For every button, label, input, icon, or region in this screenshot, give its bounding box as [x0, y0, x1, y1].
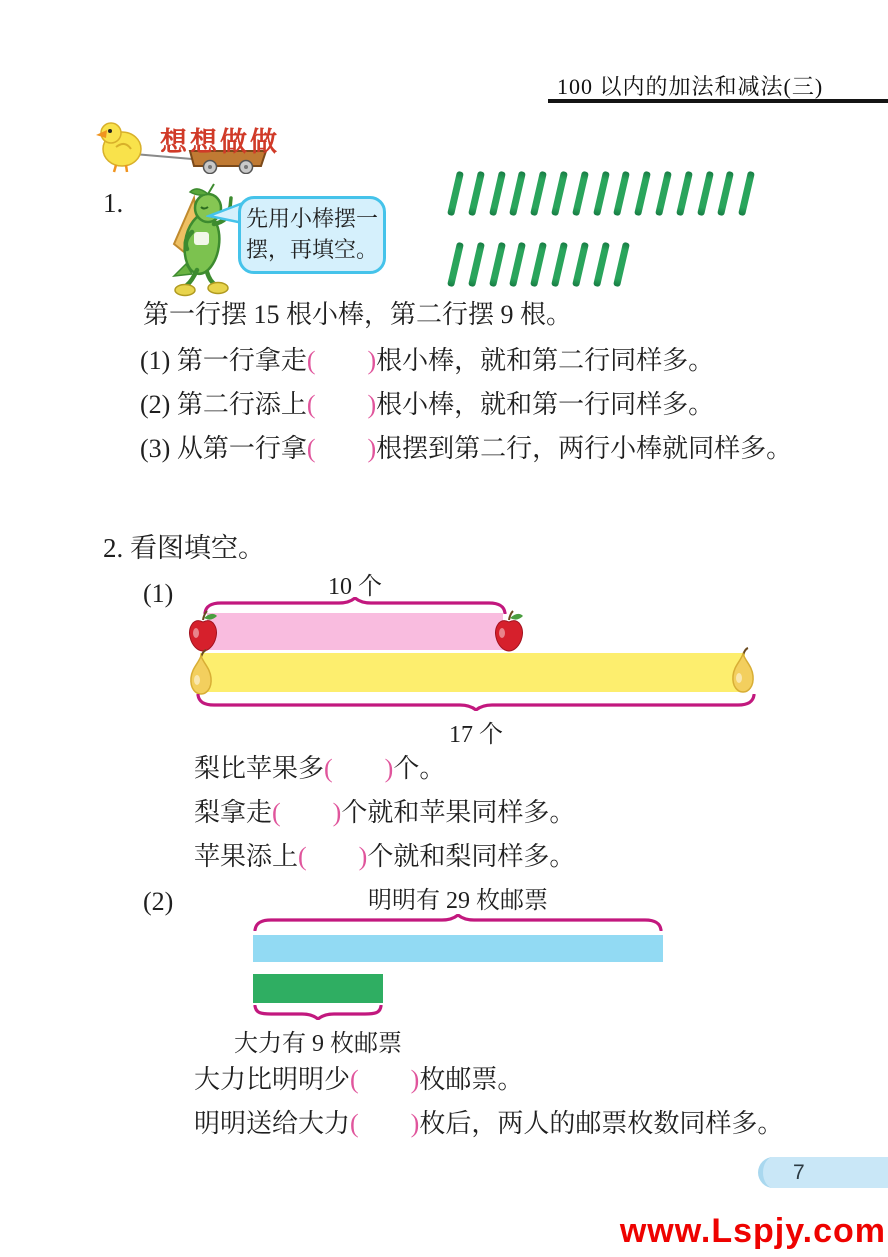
stick-icon [655, 171, 672, 216]
q1-item-1 [140, 339, 817, 383]
stick-icon [447, 171, 464, 216]
stick-icon [447, 242, 464, 287]
question2-number: 2. [103, 533, 124, 563]
part1-line-2-gap: ( ) [272, 798, 342, 827]
apples-bar [207, 613, 503, 650]
stick-icon [593, 171, 610, 216]
q2-part1-lines [194, 747, 575, 879]
page-number-pill [758, 1157, 888, 1188]
pears-bar [200, 653, 745, 692]
apples-brace [203, 597, 507, 614]
sticks-row-1 [452, 171, 764, 216]
part2-line-2 [194, 1102, 783, 1146]
q1-item-3-post: 根摆到第二行，两行小棒就同样多。 [376, 434, 793, 463]
stick-icon [634, 171, 651, 216]
pear-icon-left [186, 648, 216, 696]
stick-icon [509, 242, 526, 287]
mingming-stamps-bar [253, 935, 663, 962]
stick-icon [697, 171, 714, 216]
q1-item-1-post: 根小棒，就和第二行同样多。 [376, 346, 715, 375]
stick-icon [468, 242, 485, 287]
q1-item-2-post: 根小棒，就和第一行同样多。 [376, 390, 715, 419]
part2-line-1-pre: 大力比明明少 [194, 1065, 351, 1094]
stick-icon [551, 171, 568, 216]
pears-brace [196, 694, 756, 711]
stick-icon [738, 171, 755, 216]
q1-item-3-gap: ( ) [306, 434, 377, 463]
q1-item-3 [140, 427, 817, 471]
dali-stamps-bar [253, 974, 383, 1003]
bubble-line-1: 先用小棒摆一 [246, 206, 379, 231]
chapter-header: 100 以内的加法和减法(三) [557, 74, 824, 99]
part1-line-1-post: 个。 [393, 754, 446, 783]
stick-icon [572, 171, 589, 216]
q1-item-2 [140, 383, 817, 427]
stick-icon [572, 242, 589, 287]
part1-line-2-pre: 梨拿走 [194, 798, 273, 827]
part2-line-1 [194, 1058, 783, 1102]
stick-icon [468, 171, 485, 216]
question2-title: 看图填空。 [130, 533, 265, 563]
part2-line-1-post: 枚邮票。 [419, 1065, 524, 1094]
part2-line-2-post: 枚后，两人的邮票枚数同样多。 [419, 1109, 784, 1138]
part2-line-1-gap: ( ) [350, 1065, 420, 1094]
stick-icon [509, 171, 526, 216]
page-number: 7 [793, 1160, 805, 1184]
stick-icon [489, 171, 506, 216]
q2-part1-label: (1) [143, 579, 174, 608]
part2-line-2-pre: 明明送给大力 [194, 1109, 351, 1138]
stick-icon [593, 242, 610, 287]
dali-stamps-label: 大力有 9 枚邮票 [234, 1031, 402, 1057]
apple-icon-right [492, 609, 526, 653]
q1-item-2-pre: (2) 第二行添上 [140, 390, 307, 419]
apples-count-label: 10 个 [328, 574, 382, 600]
q1-item-3-pre: (3) 从第一行拿 [140, 434, 307, 463]
part1-line-3-post: 个就和梨同样多。 [367, 842, 576, 871]
stick-icon [551, 242, 568, 287]
stick-icon [676, 171, 693, 216]
stick-icon [489, 242, 506, 287]
stick-icon [613, 171, 630, 216]
part1-line-3-gap: ( ) [298, 842, 368, 871]
part1-line-1-pre: 梨比苹果多 [194, 754, 325, 783]
part2-line-2-gap: ( ) [350, 1109, 420, 1138]
q1-items [140, 339, 817, 471]
part1-line-3 [194, 835, 575, 879]
part1-line-2 [194, 791, 575, 835]
part1-line-1-gap: ( ) [324, 754, 394, 783]
q1-item-2-gap: ( ) [306, 390, 377, 419]
watermark: www.Lspjy.com [619, 1212, 886, 1250]
question1-number: 1. [103, 188, 124, 218]
pear-icon-right [728, 646, 758, 694]
pears-count-label: 17 个 [449, 722, 503, 748]
sticks-row-2 [452, 242, 639, 287]
mingming-stamps-label: 明明有 29 枚邮票 [368, 888, 548, 914]
stick-icon [530, 242, 547, 287]
q2-part2-lines [194, 1058, 783, 1146]
think-and-do-badge: 想想做做 [160, 127, 280, 157]
mingming-brace [253, 914, 663, 931]
bubble-line-2: 摆，再填空。 [246, 237, 379, 262]
q1-item-1-pre: (1) 第一行拿走 [140, 346, 307, 375]
part1-line-2-post: 个就和苹果同样多。 [341, 798, 576, 827]
apple-icon-left [186, 609, 220, 653]
header-rule [548, 99, 888, 103]
stick-icon [717, 171, 734, 216]
part1-line-1 [194, 747, 575, 791]
speech-bubble [238, 196, 386, 274]
q1-statement: 第一行摆 15 根小棒，第二行摆 9 根。 [143, 300, 573, 329]
stick-icon [613, 242, 630, 287]
dali-brace [253, 1005, 383, 1020]
question2-header [103, 526, 265, 570]
q2-part2-label: (2) [143, 887, 174, 916]
part1-line-3-pre: 苹果添上 [194, 842, 299, 871]
stick-icon [530, 171, 547, 216]
q1-item-1-gap: ( ) [306, 346, 377, 375]
